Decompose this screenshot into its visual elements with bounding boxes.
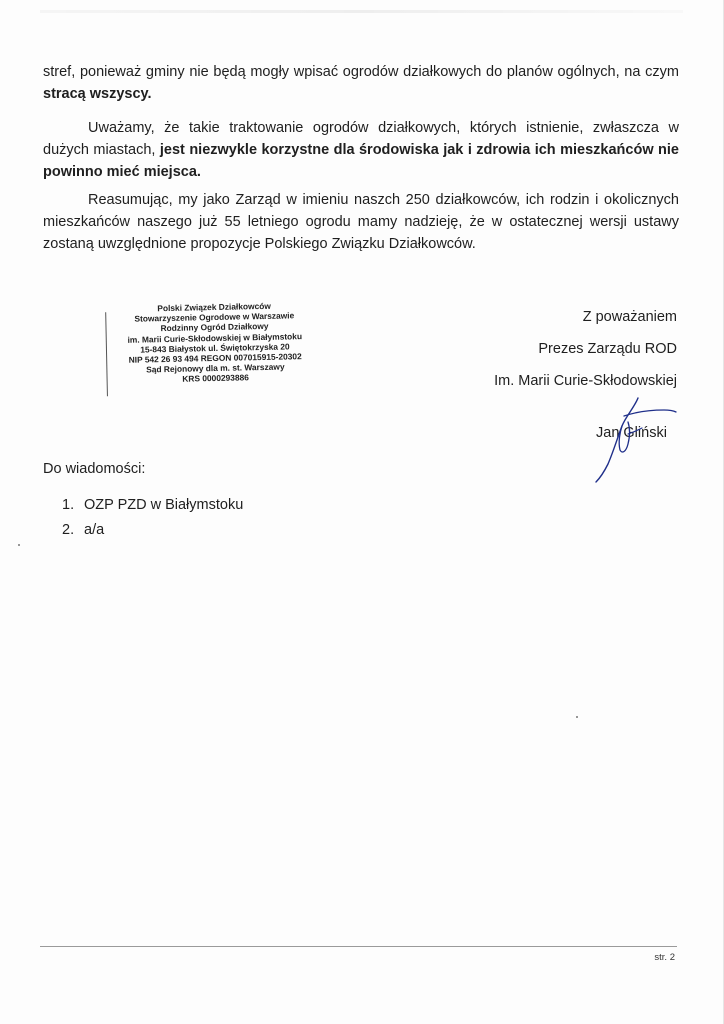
closing-organization: Im. Marii Curie-Skłodowskiej	[494, 373, 677, 389]
distribution-list	[62, 493, 243, 543]
stamp-line: KRS 0000293886	[182, 372, 249, 385]
list-item-text: OZP PZD w Białymstoku	[84, 497, 244, 513]
footer-divider	[40, 946, 677, 947]
list-item-text: a/a	[84, 522, 105, 538]
signer-name: Jan Gliński	[596, 425, 667, 441]
stamp-line: im. Marii Curie-Skłodowskiej w Białymstoku	[127, 330, 303, 345]
paragraph-2-bold: jest niezwykle korzystne dla środowiska jak i zdrowia ich mieszkańców nie powinno mieć miejsca.	[43, 142, 679, 180]
distribution-heading: Do wiadomości:	[43, 461, 146, 477]
list-item	[62, 518, 243, 543]
scan-speck	[18, 544, 20, 546]
page-number: str. 2	[654, 952, 675, 963]
closing-role: Prezes Zarządu ROD	[538, 341, 677, 357]
list-item-number: 2.	[62, 522, 75, 538]
handwritten-signature	[584, 392, 684, 484]
paragraph-3: Reasumując, my jako Zarząd w imieniu naszch 250 działkowców, ich rodzin i okolicznych mieszkańców naszego już 55 letniego ogrodu mamy nadzieję, że w ostatecznej wersji ustawy zostaną uwzględnione propozycje Polskiego Związku Działkowców.	[43, 192, 679, 252]
scan-speck	[576, 716, 578, 718]
stamp-line: 15-843 Białystok ul. Świętokrzyska 20	[140, 341, 290, 355]
paragraph-1-bold: stracą wszyscy.	[43, 86, 152, 102]
list-item	[62, 493, 243, 518]
scan-artifact	[40, 10, 683, 13]
stamp-line: Polski Związek Działkowców	[157, 300, 271, 314]
paragraph-1-text: stref, ponieważ gminy nie będą mogły wpisać ogrodów działkowych do planów ogólnych, na czym	[43, 64, 679, 80]
list-item-number: 1.	[62, 497, 75, 513]
stamp-line: Rodzinny Ogród Działkowy	[160, 321, 269, 334]
paragraph-2	[43, 117, 679, 183]
paragraph-2-text: Uważamy, że takie traktowanie ogrodów działkowych, których istnienie, zwłaszcza w dużych miastach,	[43, 120, 679, 158]
organization-stamp	[107, 300, 323, 400]
paragraph-1	[43, 61, 679, 105]
stamp-line: Sąd Rejonowy dla m. st. Warszawy	[146, 361, 285, 375]
closing-greeting: Z poważaniem	[582, 309, 677, 325]
closing-block	[494, 301, 677, 397]
stamp-line: NIP 542 26 93 494 REGON 007015915-20302	[128, 351, 302, 365]
stamp-line: Stowarzyszenie Ogrodowe w Warszawie	[134, 310, 295, 324]
